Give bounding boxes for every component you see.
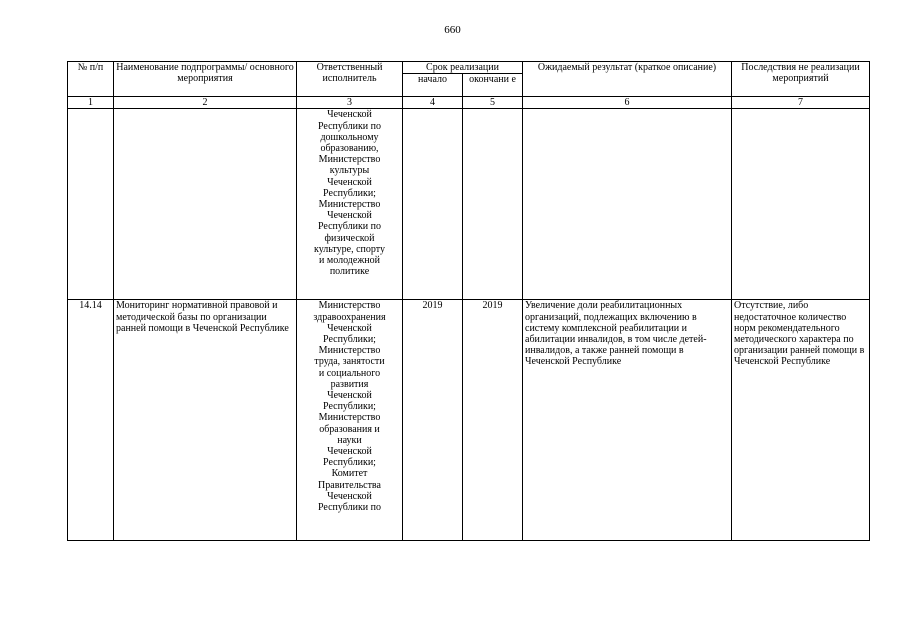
column-number: 4 bbox=[403, 97, 463, 109]
header-start: начало bbox=[403, 74, 463, 97]
column-number: 3 bbox=[297, 97, 403, 109]
header-result: Ожидаемый результат (краткое описание) bbox=[523, 62, 732, 97]
cell-consequences: Отсутствие, либо недостаточное количество норм рекомендательного методического характера по организации ранней помощи в Чеченской Республике bbox=[732, 300, 870, 541]
cell-executor: Чеченской Республики по дошкольному образованию, Министерство культуры Чеченской Республики; Министерство Чеченской Республики по физической культуре, спорту и молодежной политике bbox=[297, 109, 403, 300]
table-row bbox=[68, 300, 870, 541]
column-number: 6 bbox=[523, 97, 732, 109]
cell-num: 14.14 bbox=[68, 300, 114, 541]
cell-num bbox=[68, 109, 114, 300]
cell-name bbox=[114, 109, 297, 300]
program-table bbox=[67, 61, 870, 541]
cell-name: Мониторинг нормативной правовой и методической базы по организации ранней помощи в Чеченской Республике bbox=[114, 300, 297, 541]
table-header bbox=[68, 62, 870, 109]
column-number-row bbox=[68, 97, 870, 109]
cell-executor: Министерство здравоохранения Чеченской Республики; Министерство труда, занятости и социального развития Чеченской Республики; Министерство образования и науки Чеченской Республики; Комитет Правительства Чеченской Республики по bbox=[297, 300, 403, 541]
column-number: 5 bbox=[463, 97, 523, 109]
header-end: окончани е bbox=[463, 74, 523, 97]
cell-result bbox=[523, 109, 732, 300]
table-row bbox=[68, 109, 870, 300]
cell-end: 2019 bbox=[463, 300, 523, 541]
header-num: № п/п bbox=[68, 62, 114, 97]
cell-start: 2019 bbox=[403, 300, 463, 541]
cell-start bbox=[403, 109, 463, 300]
header-name: Наименование подпрограммы/ основного мероприятия bbox=[114, 62, 297, 97]
header-consequences: Последствия не реализации мероприятий bbox=[732, 62, 870, 97]
cell-consequences bbox=[732, 109, 870, 300]
header-executor: Ответственный исполнитель bbox=[297, 62, 403, 97]
header-period: Срок реализации bbox=[403, 62, 523, 74]
column-number: 2 bbox=[114, 97, 297, 109]
column-number: 7 bbox=[732, 97, 870, 109]
cell-result: Увеличение доли реабилитационных организаций, подлежащих включению в систему комплексной реабилитации и абилитации инвалидов, в том числе детей-инвалидов, а также ранней помощи в Чеченской Республике bbox=[523, 300, 732, 541]
column-number: 1 bbox=[68, 97, 114, 109]
cell-end bbox=[463, 109, 523, 300]
page-number: 660 bbox=[444, 24, 461, 36]
